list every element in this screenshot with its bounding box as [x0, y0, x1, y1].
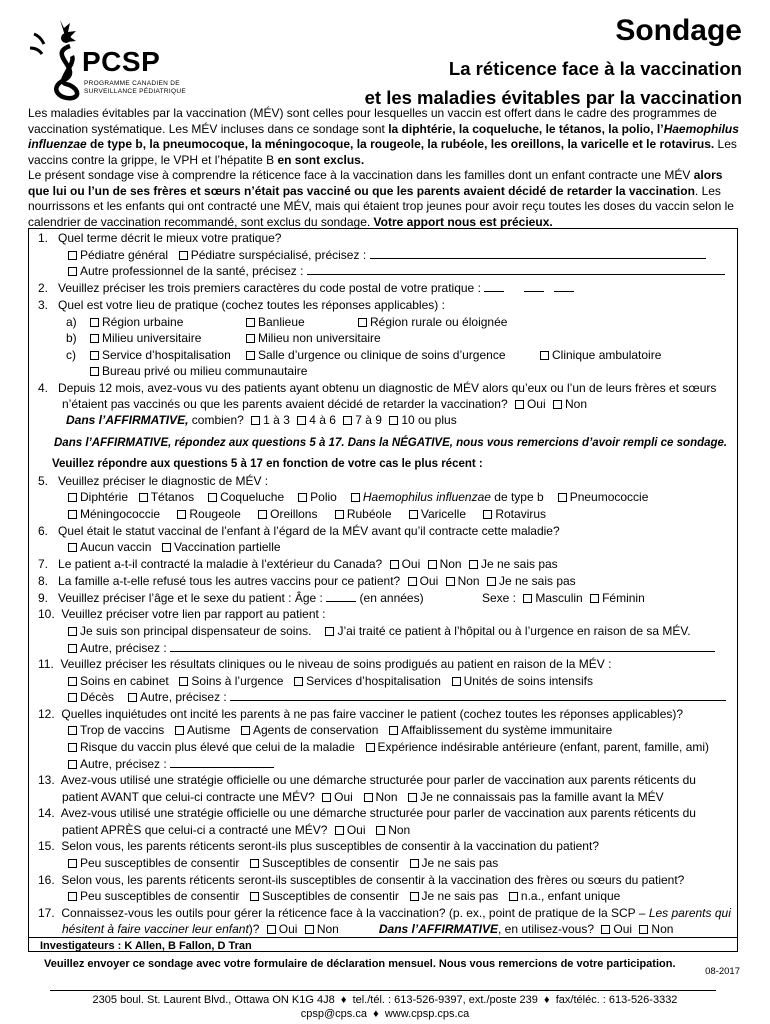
checkbox[interactable]: [305, 925, 314, 934]
text-field[interactable]: [170, 651, 715, 652]
question-3: 3. Quel est votre lieu de pratique (cochez toutes les réponses applicables) :: [38, 298, 445, 312]
text-field[interactable]: [230, 700, 726, 701]
checkbox[interactable]: [294, 677, 303, 686]
checkbox[interactable]: [250, 859, 259, 868]
checkbox[interactable]: [487, 577, 496, 586]
checkbox[interactable]: [553, 400, 562, 409]
checkbox[interactable]: [390, 560, 399, 569]
checkbox[interactable]: [410, 859, 419, 868]
checkbox[interactable]: [128, 693, 137, 702]
checkbox[interactable]: [68, 677, 77, 686]
checkbox[interactable]: [297, 416, 306, 425]
checkbox[interactable]: [343, 416, 352, 425]
investigators-line: Investigateurs : K Allen, B Fallon, D Tran: [28, 937, 738, 953]
contact-line: 2305 boul. St. Laurent Blvd., Ottawa ON K1G 4J8 ♦ tel./tél. : 613-526-9397, ext./poste 239 ♦ fax/téléc. : 613-526-3332: [92, 994, 678, 1006]
checkbox[interactable]: [358, 318, 367, 327]
checkbox[interactable]: [540, 351, 549, 360]
checkbox[interactable]: [322, 793, 331, 802]
checkbox[interactable]: [267, 925, 276, 934]
question-9: 9. Veuillez préciser l’âge et le sexe du patient : Âge : (en années): [38, 591, 424, 605]
checkbox[interactable]: [389, 416, 398, 425]
bullet-icon: ♦: [543, 994, 550, 1006]
checkbox[interactable]: [523, 594, 532, 603]
question-13: 13. Avez-vous utilisé une stratégie officielle ou une démarche structurée pour parler de vaccination aux parents réticents du: [38, 773, 696, 787]
checkbox[interactable]: [410, 892, 419, 901]
checkbox[interactable]: [298, 493, 307, 502]
checkbox[interactable]: [366, 743, 375, 752]
checkbox[interactable]: [241, 726, 250, 735]
checkbox[interactable]: [68, 892, 77, 901]
logo-wordmark: PCSP: [82, 46, 161, 77]
checkbox[interactable]: [68, 267, 77, 276]
divider: [50, 990, 716, 991]
checkbox[interactable]: [483, 510, 492, 519]
logo-subtitle: PROGRAMME CANADIEN DE SURVEILLANCE PÉDIATRIQUE: [84, 80, 186, 95]
form-date: 08-2017: [705, 966, 740, 977]
intro-text: Les maladies évitables par la vaccination (MÉV) sont celles pour lesquelles un vaccin est offert dans le cadre des programmes de vaccination systématique. Les MÉV incluses dans ce sondage sont la diphtérie, la coqueluche, le tétanos, la polio, l’Haemophilus influenzae de type b, la pneumocoque, la méningocoque, la rougeole, la rubéole, les oreillons, la varicelle et le rotavirus. Les vaccins contre la grippe, le VPH et l’hépatite B en sont exclus. Le présent sondage vise à comprendre la réticence face à la vaccination dans les familles dont un enfant contracte une MÉV alors que lui ou l’un de ses frères et sœurs n’était pas vacciné ou que les parents avaient décidé de retarder la vaccination. Les nourrissons et les enfants qui ont contracté une MÉV, mais qui étaient trop jeunes pour avoir reçu toutes les doses du vaccin selon le calendrier de vaccination recommandé, sont exclus du sondage. Votre apport nous est précieux.: [28, 106, 739, 229]
question-10: 10. Veuillez préciser votre lien par rapport au patient :: [38, 607, 326, 621]
checkbox[interactable]: [68, 493, 77, 502]
footer-note: Veuillez envoyer ce sondage avec votre formulaire de déclaration mensuel. Nous vous remercions de votre participation.: [44, 958, 676, 970]
question-14: 14. Avez-vous utilisé une stratégie officielle ou une démarche structurée pour parler de vaccination aux parents réticents du: [38, 806, 696, 820]
checkbox[interactable]: [258, 510, 267, 519]
checkbox[interactable]: [376, 826, 385, 835]
checkbox[interactable]: [364, 793, 373, 802]
checkbox[interactable]: [90, 318, 99, 327]
checkbox[interactable]: [452, 677, 461, 686]
bullet-icon: ♦: [373, 1008, 379, 1020]
question-2: 2. Veuillez préciser les trois premiers caractères du code postal de votre pratique :: [38, 281, 574, 296]
checkbox[interactable]: [175, 726, 184, 735]
checkbox[interactable]: [389, 726, 398, 735]
checkbox[interactable]: [428, 560, 437, 569]
checkbox[interactable]: [68, 726, 77, 735]
checkbox[interactable]: [246, 351, 255, 360]
page-title: Sondage: [615, 14, 742, 47]
checkbox[interactable]: [446, 577, 455, 586]
checkbox[interactable]: [558, 493, 567, 502]
checkbox[interactable]: [68, 627, 77, 636]
checkbox[interactable]: [251, 416, 260, 425]
checkbox[interactable]: [408, 577, 417, 586]
checkbox[interactable]: [335, 826, 344, 835]
checkbox[interactable]: [601, 925, 610, 934]
question-4: 4. Depuis 12 mois, avez-vous vu des patients ayant obtenu un diagnostic de MÉV alors qu’eux ou l’un de leurs frères et sœurs: [38, 381, 717, 395]
text-field[interactable]: [554, 291, 574, 292]
question-8: 8. La famille a-t-elle refusé tous les autres vaccins pour ce patient? Oui Non Je ne sais pas: [38, 574, 576, 588]
text-field[interactable]: [170, 767, 274, 768]
question-17: 17. Connaissez-vous les outils pour gérer la réticence face à la vaccination? (p. ex., point de pratique de la SCP – Les parents qui: [38, 906, 731, 920]
checkbox[interactable]: [179, 251, 188, 260]
checkbox[interactable]: [351, 493, 360, 502]
checkbox[interactable]: [408, 793, 417, 802]
instruction-text: Veuillez répondre aux questions 5 à 17 en fonction de votre cas le plus récent :: [52, 458, 483, 470]
checkbox[interactable]: [68, 644, 77, 653]
checkbox[interactable]: [250, 892, 259, 901]
checkbox[interactable]: [68, 510, 77, 519]
question-7: 7. Le patient a-t-il contracté la maladie à l’extérieur du Canada? Oui Non Je ne sais pas: [38, 557, 558, 571]
checkbox[interactable]: [68, 859, 77, 868]
checkbox[interactable]: [590, 594, 599, 603]
checkbox[interactable]: [515, 400, 524, 409]
question-16: 16. Selon vous, les parents réticents seront-ils susceptibles de consentir à la vaccination des frères ou sœurs du patient?: [38, 873, 685, 887]
question-5: 5. Veuillez préciser le diagnostic de MÉV :: [38, 474, 269, 488]
question-6: 6. Quel était le statut vaccinal de l’enfant à l’égard de la MÉV avant qu’il contracte cette maladie?: [38, 524, 560, 538]
checkbox[interactable]: [68, 543, 77, 552]
checkbox[interactable]: [90, 334, 99, 343]
website-link[interactable]: www.cpsp.cps.ca: [384, 1008, 470, 1020]
checkbox[interactable]: [177, 510, 186, 519]
question-11: 11. Veuillez préciser les résultats cliniques ou le niveau de soins prodigués au patient en raison de la MÉV :: [38, 657, 612, 671]
checkbox[interactable]: [68, 743, 77, 752]
question-1: 1. Quel terme décrit le mieux votre pratique?: [38, 231, 282, 245]
email-link[interactable]: cpsp@cps.ca: [300, 1008, 367, 1020]
checkbox[interactable]: [68, 760, 77, 769]
text-field[interactable]: [524, 291, 544, 292]
text-field[interactable]: [307, 274, 725, 275]
checkbox[interactable]: [409, 510, 418, 519]
instruction-text: Dans l’AFFIRMATIVE, répondez aux questions 5 à 17. Dans la NÉGATIVE, nous vous remercions d’avoir rempli ce sondage.: [54, 437, 728, 449]
checkbox[interactable]: [139, 493, 148, 502]
checkbox[interactable]: [90, 351, 99, 360]
checkbox[interactable]: [68, 693, 77, 702]
bullet-icon: ♦: [340, 994, 347, 1006]
checkbox[interactable]: [325, 627, 334, 636]
text-field[interactable]: [370, 258, 706, 259]
contact-web-line: [0, 1008, 770, 1020]
checkbox[interactable]: [639, 925, 648, 934]
checkbox[interactable]: [246, 334, 255, 343]
checkbox[interactable]: [90, 367, 99, 376]
checkbox[interactable]: [335, 510, 344, 519]
question-15: 15. Selon vous, les parents réticents seront-ils plus susceptibles de consentir à la vaccination du patient?: [38, 839, 599, 853]
age-field[interactable]: [326, 601, 356, 602]
checkbox[interactable]: [208, 493, 217, 502]
checkbox[interactable]: [162, 543, 171, 552]
checkbox[interactable]: [509, 892, 518, 901]
checkbox[interactable]: [68, 251, 77, 260]
checkbox[interactable]: [179, 677, 188, 686]
question-12: 12. Quelles inquiétudes ont incité les parents à ne pas faire vacciner le patient (cochez toutes les réponses applicables)?: [38, 707, 684, 721]
checkbox[interactable]: [469, 560, 478, 569]
checkbox[interactable]: [246, 318, 255, 327]
text-field[interactable]: [484, 291, 504, 292]
page-subtitle: La réticence face à la vaccination et les maladies évitables par la vaccination: [364, 58, 742, 108]
